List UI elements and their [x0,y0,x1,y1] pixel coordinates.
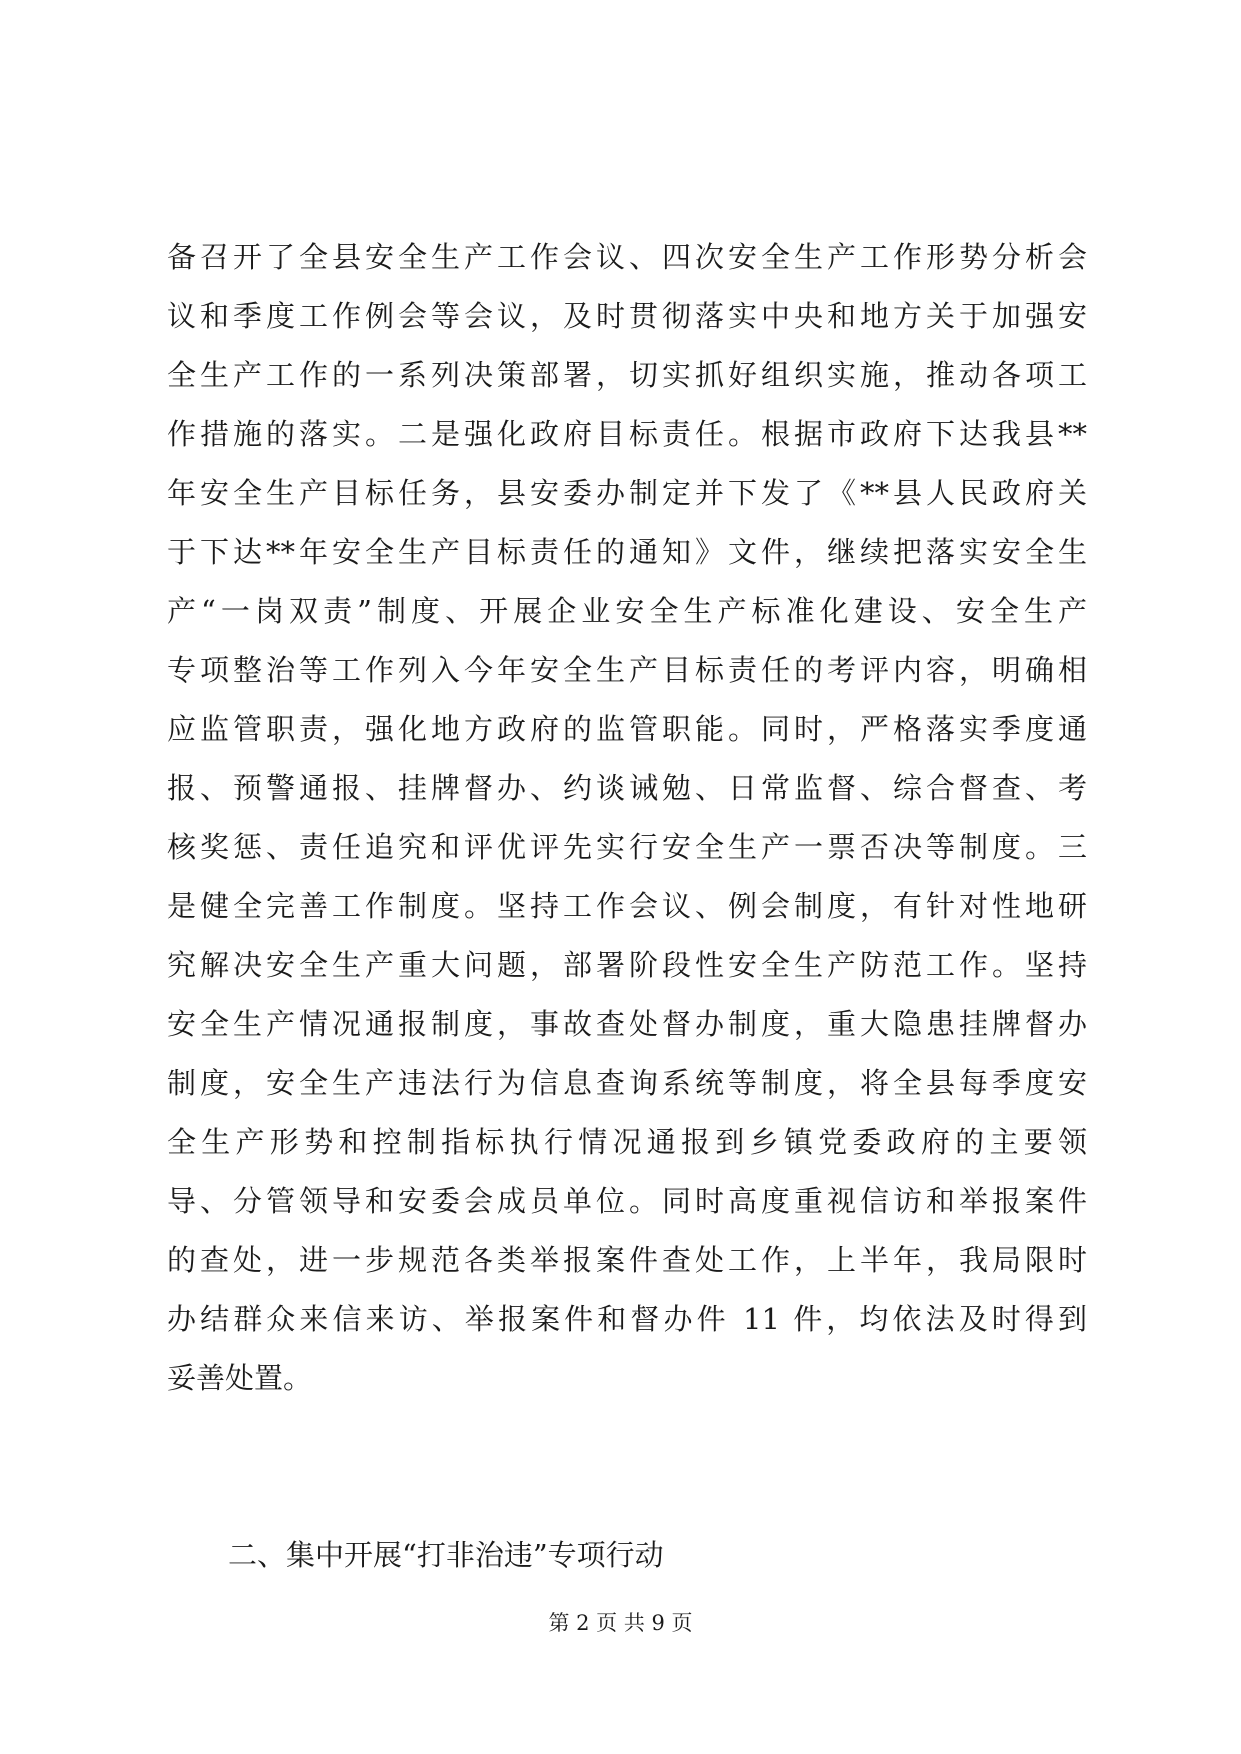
body-paragraph [167,228,1087,1408]
paragraph-line: 全生产工作的一系列决策部署，切实抓好组织实施，推动各项工 [167,358,1087,392]
paragraph-line: 备召开了全县安全生产工作会议、四次安全生产工作形势分析会 [167,240,1087,274]
paragraph-line: 究解决安全生产重大问题，部署阶段性安全生产防范工作。坚持 [167,948,1087,982]
paragraph-line: 作措施的落实。二是强化政府目标责任。根据市政府下达我县** [167,417,1087,451]
page-number-footer: 第 2 页 共 9 页 [548,1611,693,1635]
paragraph-line: 导、分管领导和安委会成员单位。同时高度重视信访和举报案件 [167,1184,1087,1218]
paragraph-line: 核奖惩、责任追究和评优评先实行安全生产一票否决等制度。三 [167,830,1087,864]
paragraph-line: 产“一岗双责”制度、开展企业安全生产标准化建设、安全生产 [167,594,1087,628]
paragraph-line: 应监管职责，强化地方政府的监管职能。同时，严格落实季度通 [167,712,1087,746]
paragraph-line: 专项整治等工作列入今年安全生产目标责任的考评内容，明确相 [167,653,1087,687]
paragraph-line: 议和季度工作例会等会议，及时贯彻落实中央和地方关于加强安 [167,299,1087,333]
paragraph-line: 制度，安全生产违法行为信息查询系统等制度，将全县每季度安 [167,1066,1087,1100]
paragraph-line: 报、预警通报、挂牌督办、约谈诫勉、日常监督、综合督查、考 [167,771,1087,805]
paragraph-line: 年安全生产目标任务，县安委办制定并下发了《**县人民政府关 [167,476,1087,510]
paragraph-line: 是健全完善工作制度。坚持工作会议、例会制度，有针对性地研 [167,889,1087,923]
paragraph-line: 的查处，进一步规范各类举报案件查处工作，上半年，我局限时 [167,1243,1087,1277]
section-heading: 二、集中开展“打非治违”专项行动 [228,1538,664,1572]
paragraph-line: 全生产形势和控制指标执行情况通报到乡镇党委政府的主要领 [167,1125,1087,1159]
paragraph-line: 安全生产情况通报制度，事故查处督办制度，重大隐患挂牌督办 [167,1007,1087,1041]
paragraph-line: 办结群众来信来访、举报案件和督办件 11 件，均依法及时得到 [167,1302,1087,1336]
paragraph-line: 于下达**年安全生产目标责任的通知》文件，继续把落实安全生 [167,535,1087,569]
paragraph-line: 妥善处置。 [167,1361,313,1395]
